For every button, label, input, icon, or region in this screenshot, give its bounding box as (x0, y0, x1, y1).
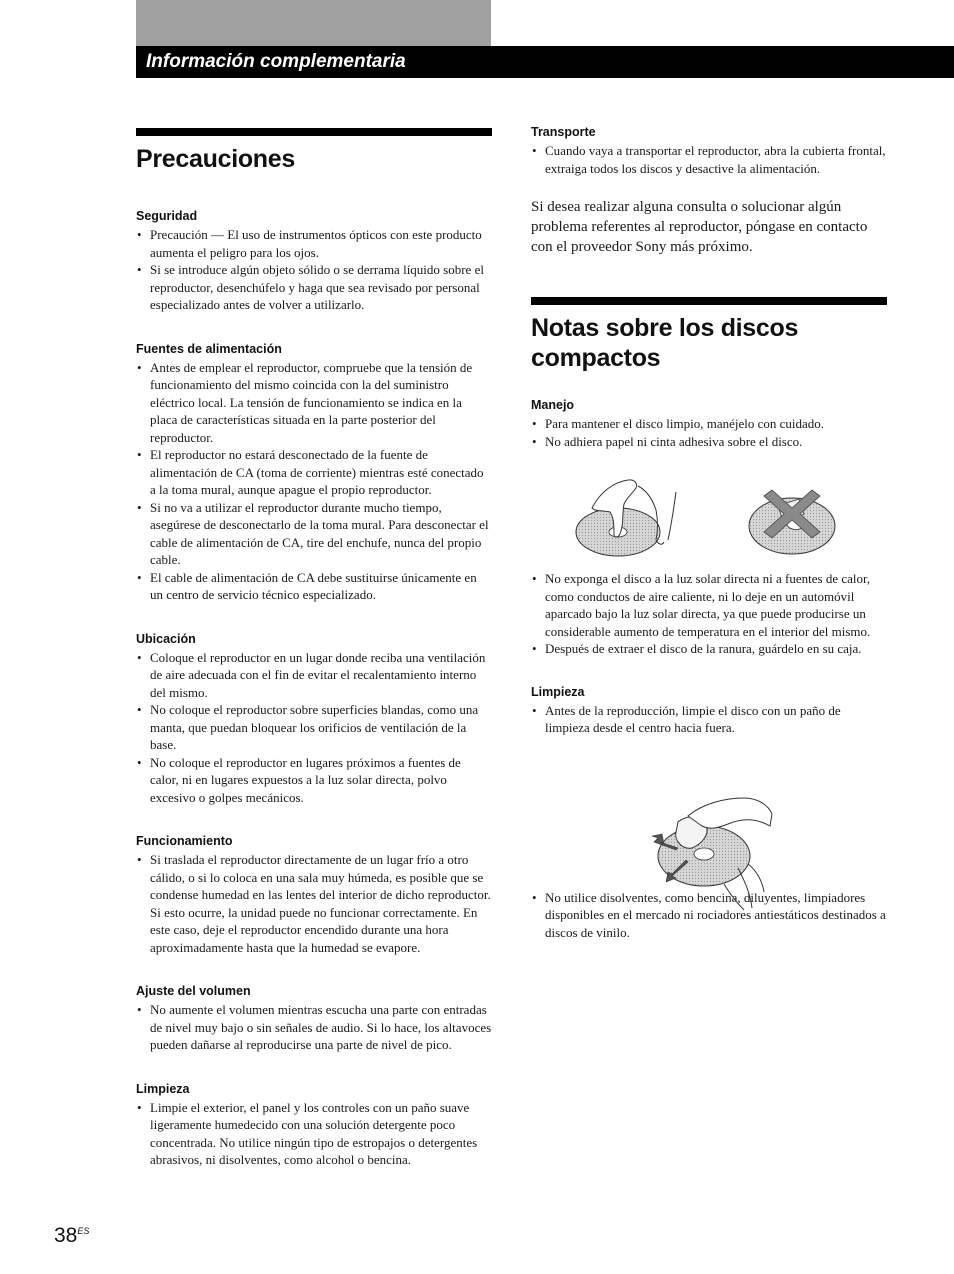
page-suffix: ES (77, 1226, 90, 1236)
title-line: Notas sobre los discos (531, 314, 799, 342)
heading-seguridad: Seguridad (136, 209, 198, 223)
list-item: • Coloque el reproductor en un lugar donde reciba una ventilación de aire adecuada con el fin de evitar el recalentamiento interno del mismo. (136, 649, 492, 702)
list-item: • Antes de la reproducción, limpie el disco con un paño de limpieza desde el centro hacia fuera. (531, 702, 887, 737)
list-transporte (531, 142, 887, 177)
contact-paragraph: Si desea realizar alguna consulta o solucionar algún problema referentes al reproductor, póngase en contacto con el proveedor Sony más próximo. (531, 199, 868, 255)
page-number-value: 38 (54, 1224, 78, 1247)
section-title-discos (531, 313, 887, 373)
heading-volumen: Ajuste del volumen (136, 984, 251, 998)
list-item: • El cable de alimentación de CA debe sustituirse únicamente en un centro de servicio técnico especializado. (136, 569, 492, 604)
list-item: • No utilice disolventes, como bencina, diluyentes, limpiadores disponibles en el mercado ni rociadores antiestáticos destinados a discos de vinilo. (531, 889, 887, 942)
disc-cleaning-figure (652, 796, 776, 916)
list-item: • Después de extraer el disco de la ranura, guárdelo en su caja. (531, 640, 887, 658)
heading-limpieza-left: Limpieza (136, 1081, 190, 1096)
list-limpieza-left (136, 1099, 492, 1169)
list-item: • No coloque el reproductor sobre superficies blandas, como una manta, que puedan bloquear los orificios de ventilación de la base. (136, 701, 492, 754)
heading-limpieza-right: Limpieza (531, 684, 585, 699)
disc-handling-figure (572, 474, 684, 560)
hand-icon (688, 798, 772, 828)
page-number (54, 1224, 89, 1248)
title-line: compactos (531, 344, 661, 372)
list-manejo-2 (531, 570, 887, 658)
header-gray-tab (136, 0, 491, 46)
list-item: • Si traslada el reproductor directamente de un lugar frío a otro cálido, o si lo coloca en una sala muy húmeda, es posible que se condense humedad en las lentes del interior de dicho reproductor. Si esto ocurre, la unidad puede no funcionar correctamente. En este caso, deje el reproductor encendido durante una hora aproximadamente hasta que la humedad se evapore. (136, 851, 492, 956)
list-item: • Cuando vaya a transportar el reproductor, abra la cubierta frontal, extraiga todos los discos y desactive la alimentación. (531, 142, 887, 177)
list-item: • No exponga el disco a la luz solar directa ni a fuentes de calor, como conductos de aire caliente, ni lo deje en un automóvil aparcado bajo la luz solar directa, ya que puede producirse un considerable aumento de temperatura en el interior del mismo. (531, 570, 887, 640)
title-rule (136, 128, 492, 136)
list-item: • Si no va a utilizar el reproductor durante mucho tiempo, asegúrese de desconectarlo de la toma mural. Para desconectar el cable de alimentación de CA, tire del enchufe, nunca del propio cable. (136, 499, 492, 569)
disc-no-tape-figure (746, 488, 840, 558)
list-manejo (531, 415, 887, 450)
left-column (136, 128, 492, 1169)
list-volumen (136, 1001, 492, 1054)
list-item: • Precaución — El uso de instrumentos ópticos con este producto aumenta el peligro para los ojos. (136, 226, 492, 261)
heading-transporte: Transporte (531, 125, 596, 139)
list-item: • Antes de emplear el reproductor, compruebe que la tensión de funcionamiento del mismo coincida con la del suministro eléctrico local. La tensión de funcionamiento se indica en la placa de características situada en la parte posterior del reproductor. (136, 359, 492, 447)
page-title: Precauciones (136, 145, 295, 173)
list-limpieza-right (531, 702, 887, 737)
list-item: • Si se introduce algún objeto sólido o se derrama líquido sobre el reproductor, desenchúfelo y haga que sea revisado por personal especializado antes de volver a utilizarlo. (136, 261, 492, 314)
list-fuentes (136, 359, 492, 604)
list-item: • Limpie el exterior, el panel y los controles con un paño suave ligeramente humedecido con una solución detergente poco concentrada. No utilice ningún tipo de estropajos o detergentes abrasivos, ni disolventes, como alcohol o bencina. (136, 1099, 492, 1169)
heading-ubicacion: Ubicación (136, 631, 196, 646)
list-funcionamiento (136, 851, 492, 956)
list-seguridad (136, 226, 492, 314)
heading-funcionamiento: Funcionamiento (136, 834, 233, 848)
list-item: • El reproductor no estará desconectado de la fuente de alimentación de CA (toma de corriente) mientras esté conectado a la toma mural, aunque apague el propio reproductor. (136, 446, 492, 499)
heading-manejo: Manejo (531, 398, 575, 412)
heading-fuentes: Fuentes de alimentación (136, 341, 282, 356)
list-item: • No coloque el reproductor en lugares próximos a fuentes de calor, ni en lugares expuestos a la luz solar directa, polvo excesivo o golpes mecánicos. (136, 754, 492, 807)
list-item: • No aumente el volumen mientras escucha una parte con entradas de nivel muy bajo o sin señales de audio. Si lo hace, los altavoces pueden dañarse al reproducirse una parte de nivel de pico. (136, 1001, 492, 1054)
list-item: • Para mantener el disco limpio, manéjelo con cuidado. (531, 415, 887, 433)
section-header: Información complementaria (136, 46, 954, 78)
title-rule (531, 297, 887, 305)
list-ubicacion (136, 649, 492, 807)
list-item: • No adhiera papel ni cinta adhesiva sobre el disco. (531, 433, 887, 451)
